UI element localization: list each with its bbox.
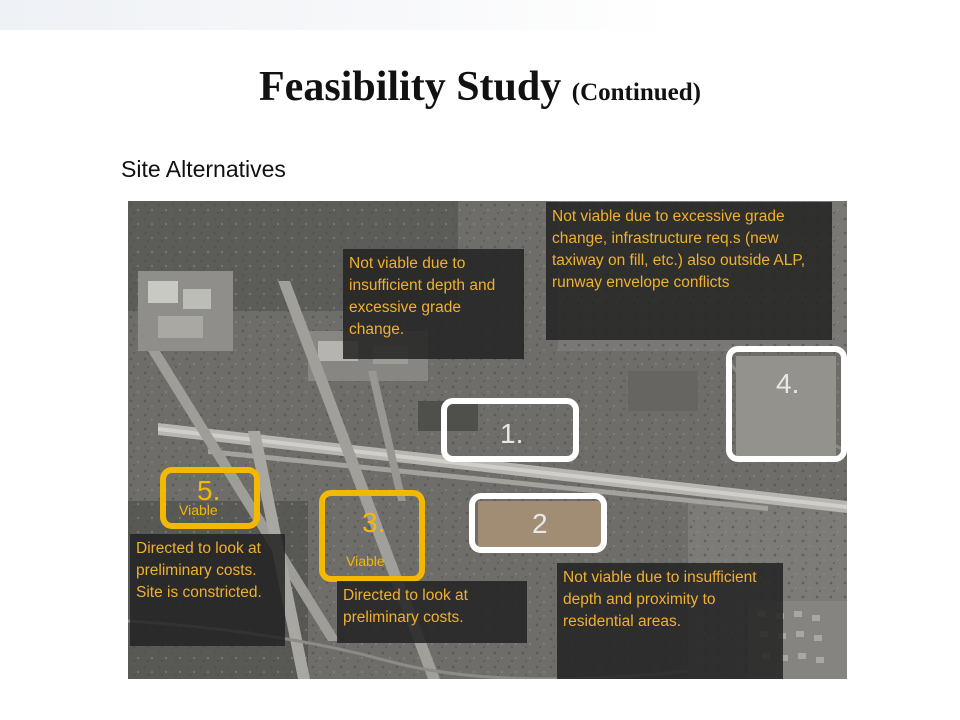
- title-sub: (Continued): [571, 79, 701, 106]
- site-5-label: 5.: [197, 475, 221, 506]
- slide-subtitle: Site Alternatives: [121, 156, 286, 182]
- callout-site-5: Directed to look at preliminary costs. Site is constricted.: [130, 534, 285, 646]
- site-3-status: Viable: [346, 553, 385, 569]
- site-4-marker: [726, 346, 847, 462]
- callout-site-4: Not viable due to excessive grade change, infrastructure req.s (new taxiway on fill, etc.) also outside ALP, runway envelope conflicts: [546, 202, 832, 340]
- slide-title: [0, 62, 960, 118]
- callout-site-1: Not viable due to insufficient depth and excessive grade change.: [343, 249, 524, 359]
- site-1-label: 1.: [500, 418, 524, 449]
- site-4-label: 4.: [776, 368, 800, 399]
- callout-site-2: Not viable due to insufficient depth and proximity to residential areas.: [557, 563, 783, 679]
- callout-site-3: Directed to look at preliminary costs.: [337, 581, 527, 643]
- header-gradient: [0, 0, 960, 30]
- title-main: Feasibility Study: [259, 64, 562, 110]
- site-5-status: Viable: [179, 502, 218, 518]
- site-3-label: 3.: [362, 507, 386, 538]
- site-2-label: 2: [532, 508, 548, 539]
